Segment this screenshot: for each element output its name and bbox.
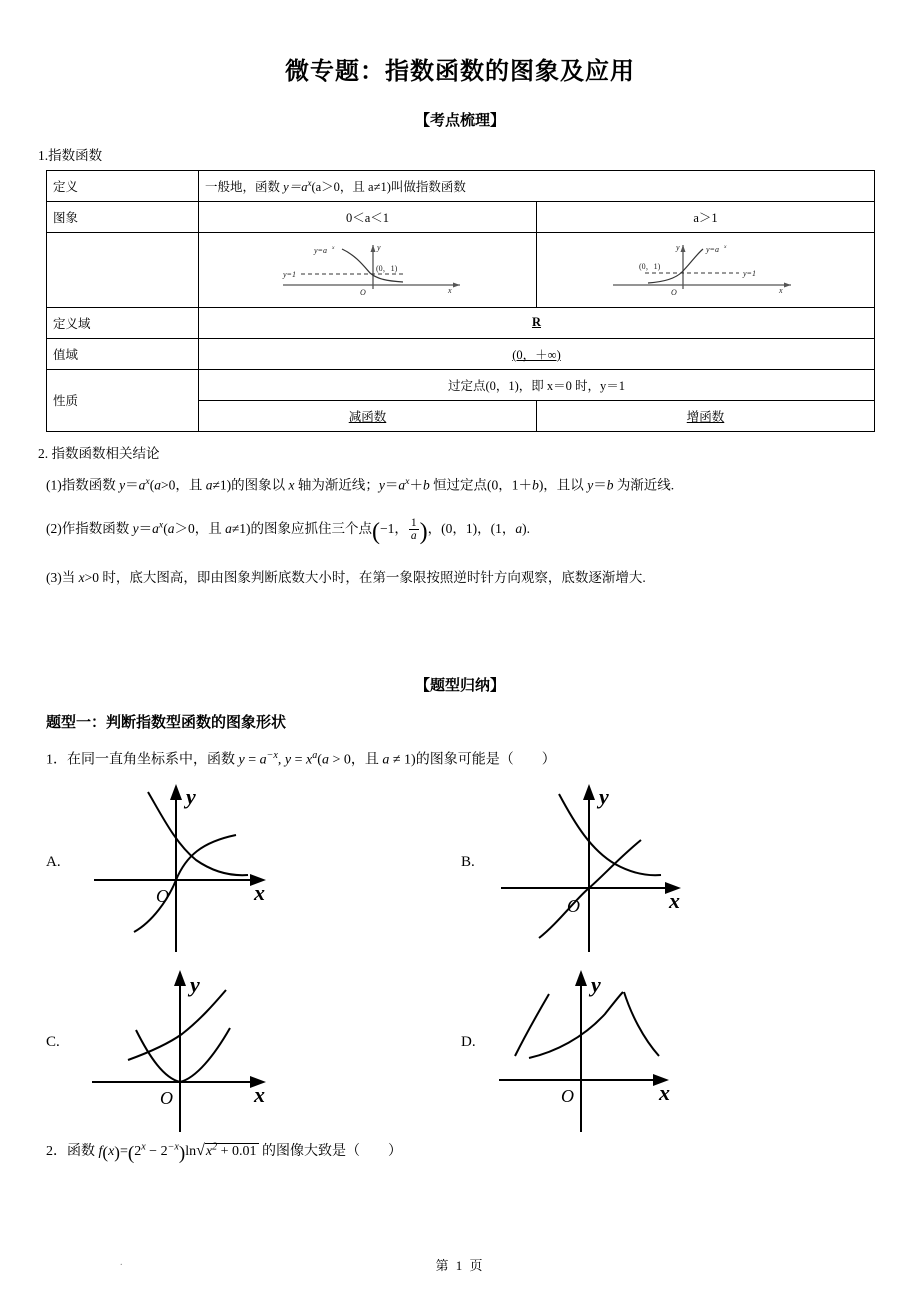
- item1-heading: 1.指数函数: [38, 147, 103, 163]
- property-decreasing-label: 减函数: [348, 409, 387, 424]
- option-d-graph: [491, 952, 821, 1132]
- conclusion-3: (3)当 x>0 时，底大图高，即由图象判断底数大小时，在第一象限按照逆时针方向观察，底数逐渐增大.: [46, 569, 646, 585]
- mini-graph-decreasing: [205, 237, 543, 299]
- property-decreasing: [199, 400, 537, 431]
- option-c-label: C.: [46, 1034, 60, 1051]
- property-increasing: [537, 400, 875, 431]
- row-label-graph-empty: [47, 232, 199, 307]
- option-d-label: D.: [461, 1034, 476, 1051]
- row-label-property: 性质: [47, 369, 199, 431]
- definition-suffix: 叫做指数函数: [390, 179, 466, 194]
- svg-text:O: O: [567, 895, 580, 916]
- row-value-domain: [199, 307, 875, 338]
- option-a[interactable]: [46, 772, 461, 952]
- option-b[interactable]: [461, 772, 876, 952]
- svg-text:y=a: y=a: [706, 244, 719, 254]
- svg-text:y=a: y=a: [314, 245, 327, 255]
- row-label-range: 值域: [47, 338, 199, 369]
- property-increasing-label: 增函数: [686, 409, 725, 424]
- page-footer: [0, 1255, 920, 1274]
- conclusion-1: (1)指数函数 $y=a^x(a>0$，且 a≠1)的图象以 x 轴为渐近线；$y=a^x+b$ 恒过定点(0，1＋b)，且以 y＝b 为渐近线.: [46, 475, 675, 493]
- option-a-graph: [76, 772, 406, 952]
- row-label-graph: 图象: [47, 201, 199, 232]
- domain-value: R: [531, 315, 542, 330]
- svg-text:y: y: [599, 783, 609, 809]
- exponential-function-table: [46, 170, 875, 432]
- property-fixed-point: 过定点(0，1)，即 x＝0 时，y＝1: [199, 369, 875, 400]
- question-1: 1．在同一直角坐标系中，函数 $y = a^{-x}$, $y = x^a(a > 0$，且 a ≠ 1)的图象可能是（ ）: [46, 749, 556, 768]
- option-c[interactable]: [46, 952, 461, 1132]
- mini-graph-increasing: [543, 237, 881, 299]
- definition-func: y＝a: [283, 179, 308, 194]
- svg-text:x: x: [254, 879, 265, 905]
- svg-text:O: O: [360, 287, 366, 297]
- table-row-domain: [47, 307, 875, 338]
- svg-text:y=1: y=1: [283, 269, 296, 279]
- table-row-property-point: [47, 369, 875, 400]
- question-2: 2．函数 $f(x)=(2^x - 2^{-x})\ln√x^2 + 0.01$ 的图像大致是（ ）: [46, 1141, 403, 1164]
- svg-text:x: x: [669, 887, 680, 913]
- option-b-graph: [491, 772, 821, 952]
- range-value: (0，＋∞): [512, 347, 561, 362]
- svg-text:x: x: [448, 285, 452, 295]
- definition-exponent: x: [307, 177, 312, 188]
- svg-text:(0，1): (0，1): [639, 261, 661, 271]
- svg-text:x: x: [659, 1079, 670, 1105]
- svg-text:y: y: [190, 971, 200, 997]
- conclusion-2: (2)作指数函数 $y=a^x(a>0$，且 a≠1)的图象应抓住三个点(−1， $\frac{1}{a}$ )，(0，1)，(1，a).: [46, 516, 530, 545]
- graph-header-right: a＞1: [537, 201, 875, 232]
- svg-text:y: y: [591, 971, 601, 997]
- table-row-graph-figures: [47, 232, 875, 307]
- svg-text:y: y: [186, 783, 196, 809]
- svg-text:x: x: [779, 285, 783, 295]
- question-1-options: [46, 772, 876, 1132]
- option-c-graph: [76, 952, 406, 1132]
- svg-text:O: O: [561, 1085, 574, 1106]
- graph-header-left: 0＜a＜1: [199, 201, 537, 232]
- page-number: 第 1 页: [435, 1258, 485, 1273]
- row-value-range: [199, 338, 875, 369]
- svg-text:x: x: [332, 244, 335, 251]
- svg-text:O: O: [160, 1087, 173, 1108]
- svg-text:x: x: [724, 243, 727, 250]
- mini-graph-decreasing-cell: [199, 232, 537, 307]
- table-row-range: [47, 338, 875, 369]
- svg-text:x: x: [254, 1081, 265, 1107]
- svg-text:(0，1): (0，1): [376, 263, 398, 273]
- svg-text:y=1: y=1: [743, 268, 756, 278]
- review-heading: 【考点梳理】: [414, 112, 505, 129]
- definition-condition: (a＞0，且 a≠1): [311, 179, 391, 194]
- svg-text:O: O: [156, 885, 169, 906]
- types-heading: 【题型归纳】: [414, 677, 505, 694]
- definition-prefix: 一般地，函数: [205, 179, 284, 194]
- svg-text:y: y: [377, 242, 381, 252]
- option-a-label: A.: [46, 854, 61, 871]
- option-row-ab: [46, 772, 876, 952]
- row-label-definition: 定义: [47, 170, 199, 201]
- page-title: 微专题：指数函数的图象及应用: [285, 59, 635, 85]
- table-row-graph-header: [47, 201, 875, 232]
- option-b-label: B.: [461, 854, 475, 871]
- type1-heading: 题型一：判断指数型函数的图象形状: [46, 714, 287, 731]
- footer-dot: .: [120, 1257, 125, 1268]
- row-value-definition: [199, 170, 875, 201]
- row-label-domain: 定义域: [47, 307, 199, 338]
- option-d[interactable]: [461, 952, 876, 1132]
- table-row-definition: [47, 170, 875, 201]
- item2-heading: 2. 指数函数相关结论: [38, 445, 160, 461]
- svg-text:y: y: [676, 242, 680, 252]
- svg-text:O: O: [671, 287, 677, 297]
- mini-graph-increasing-cell: [537, 232, 875, 307]
- option-row-cd: [46, 952, 876, 1132]
